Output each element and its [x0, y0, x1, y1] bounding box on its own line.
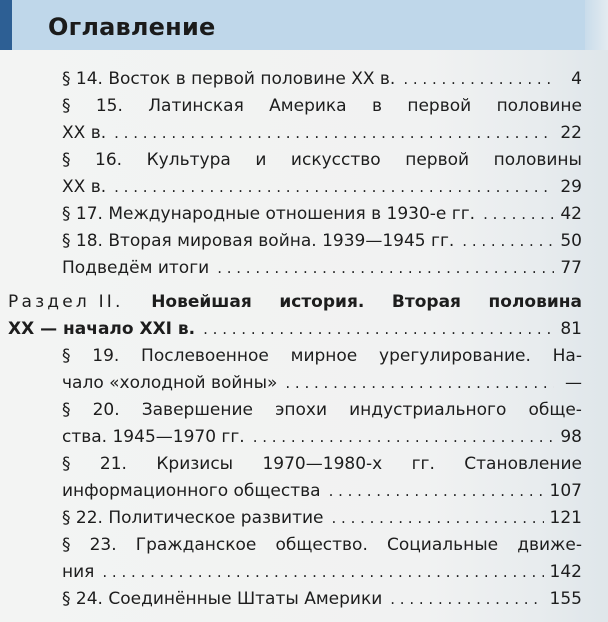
- section-prefix: Раздел II.: [8, 292, 124, 312]
- toc-word: обще-: [528, 400, 582, 420]
- toc-entry-line: [8, 316, 600, 343]
- page-number: —: [565, 373, 582, 393]
- page-number: 4: [571, 69, 582, 89]
- toc-entry-title: § 17. Международные отношения в 1930-е гг.: [62, 204, 476, 224]
- toc-entry-title: информационного общества: [62, 481, 321, 501]
- toc-entry-line: [62, 424, 600, 451]
- toc-entry-line: [62, 505, 600, 532]
- toc-entry-title: XX — начало XXI в.: [8, 319, 196, 339]
- toc-word: первой: [407, 96, 472, 116]
- toc-entry-line: [62, 201, 600, 228]
- toc-entry[interactable]: [0, 586, 600, 613]
- dot-leader: [253, 424, 554, 451]
- dot-leader: [217, 255, 554, 282]
- page-number: 50: [560, 231, 582, 251]
- dot-leader: [114, 120, 554, 147]
- toc-word: первой: [405, 150, 470, 170]
- toc-section-entry[interactable]: [0, 289, 600, 343]
- page-title: Оглавление: [48, 13, 216, 41]
- toc-entry-line: [62, 478, 600, 505]
- toc-entry-line: [62, 343, 600, 370]
- toc-word: 19.: [92, 346, 120, 366]
- toc-word: 20.: [92, 400, 120, 420]
- toc-word: 21.: [99, 454, 127, 474]
- toc-word: 16.: [95, 150, 123, 170]
- toc-word: §: [62, 346, 71, 366]
- toc-word: искусство: [290, 150, 381, 170]
- toc-entry-title: § 24. Соединённые Штаты Америки: [62, 589, 383, 609]
- dot-leader: [329, 478, 544, 505]
- toc-word: Новейшая: [151, 292, 252, 312]
- toc-word: Завершение: [141, 400, 253, 420]
- toc-entry-title: ства. 1945—1970 гг.: [62, 427, 245, 447]
- page-number: 142: [549, 562, 582, 582]
- toc-entry-line: [62, 174, 600, 201]
- toc-entry-line: [62, 370, 600, 397]
- dot-leader: [403, 66, 554, 93]
- toc-word: Вторая: [391, 292, 461, 312]
- toc-word: и: [255, 150, 267, 170]
- toc-word: индустриального: [349, 400, 507, 420]
- dot-leader: [203, 316, 554, 343]
- toc-word: Америка: [269, 96, 347, 116]
- page-number: 29: [560, 177, 582, 197]
- toc-entry-line: [62, 66, 600, 93]
- toc-word: половина: [488, 292, 582, 312]
- dot-leader: [102, 559, 543, 586]
- dot-leader: [332, 505, 544, 532]
- page-number: 121: [549, 508, 582, 528]
- dot-leader: [462, 228, 554, 255]
- toc-entry-line: [62, 120, 600, 147]
- toc-word: урегулирование.: [379, 346, 531, 366]
- toc-word: §: [62, 535, 71, 555]
- toc-word: Социальные: [386, 535, 499, 555]
- page-number: 77: [560, 258, 582, 278]
- dot-leader: [390, 586, 543, 613]
- page-number: 81: [560, 319, 582, 339]
- toc-entry-line: [62, 397, 600, 424]
- toc-entry-title: чало «холодной войны»: [62, 373, 278, 393]
- toc-entry[interactable]: [0, 505, 600, 532]
- toc-entry-line: [62, 451, 600, 478]
- toc-entry[interactable]: [0, 532, 600, 586]
- header-band: [0, 0, 585, 50]
- page-number: 107: [549, 481, 582, 501]
- toc-entry[interactable]: [0, 451, 600, 505]
- toc-word: Послевоенное: [141, 346, 269, 366]
- dot-leader: [114, 174, 554, 201]
- toc-entry-line: [62, 228, 600, 255]
- toc-word: Кризисы: [156, 454, 234, 474]
- toc-entry-line: [62, 93, 600, 120]
- toc-word: §: [62, 400, 71, 420]
- toc-entry-line: [8, 289, 600, 316]
- toc-entry-line: [62, 147, 600, 174]
- page-number: 22: [560, 123, 582, 143]
- toc-entry-title: § 22. Политическое развитие: [62, 508, 324, 528]
- toc-entry-title: Подведём итоги: [62, 258, 210, 278]
- toc-entry[interactable]: [0, 66, 600, 93]
- toc-entry-title: XX в.: [62, 177, 107, 197]
- toc-word: история.: [279, 292, 365, 312]
- page-number: 42: [560, 204, 582, 224]
- toc-word: половины: [493, 150, 582, 170]
- toc-entry[interactable]: [0, 93, 600, 147]
- toc-entry[interactable]: [0, 255, 600, 282]
- toc-word: Становление: [464, 454, 582, 474]
- toc-entry-line: [62, 559, 600, 586]
- toc-entry[interactable]: [0, 147, 600, 201]
- toc-word: гг.: [411, 454, 435, 474]
- toc-word: эпохи: [275, 400, 328, 420]
- toc-word: общество.: [275, 535, 368, 555]
- table-of-contents: [0, 66, 600, 613]
- toc-word: Культура: [146, 150, 231, 170]
- toc-word: Гражданское: [135, 535, 257, 555]
- toc-word: На-: [552, 346, 582, 366]
- toc-word: 23.: [89, 535, 117, 555]
- toc-word: движе-: [517, 535, 582, 555]
- toc-entry-line: [62, 255, 600, 282]
- toc-entry-line: [62, 532, 600, 559]
- toc-word: §: [62, 150, 71, 170]
- toc-entry-title: ния: [62, 562, 95, 582]
- toc-entry-line: [62, 586, 600, 613]
- toc-word: 1970—1980-х: [262, 454, 383, 474]
- toc-entry-title: XX в.: [62, 123, 107, 143]
- toc-word: §: [62, 96, 71, 116]
- toc-entry[interactable]: [0, 397, 600, 451]
- toc-word: 15.: [95, 96, 123, 116]
- toc-word: в: [371, 96, 382, 116]
- toc-entry[interactable]: [0, 343, 600, 397]
- toc-word: мирное: [290, 346, 358, 366]
- toc-word: половине: [496, 96, 582, 116]
- toc-entry[interactable]: [0, 201, 600, 228]
- dot-leader: [285, 370, 554, 397]
- toc-entry[interactable]: [0, 228, 600, 255]
- toc-entry-title: § 18. Вторая мировая война. 1939—1945 гг.: [62, 231, 455, 251]
- toc-word: §: [62, 454, 71, 474]
- toc-word: Латинская: [148, 96, 244, 116]
- page-number: 155: [549, 589, 582, 609]
- dot-leader: [483, 201, 554, 228]
- toc-entry-title: § 14. Восток в первой половине XX в.: [62, 69, 396, 89]
- header-accent-bar: [0, 0, 12, 50]
- page-number: 98: [560, 427, 582, 447]
